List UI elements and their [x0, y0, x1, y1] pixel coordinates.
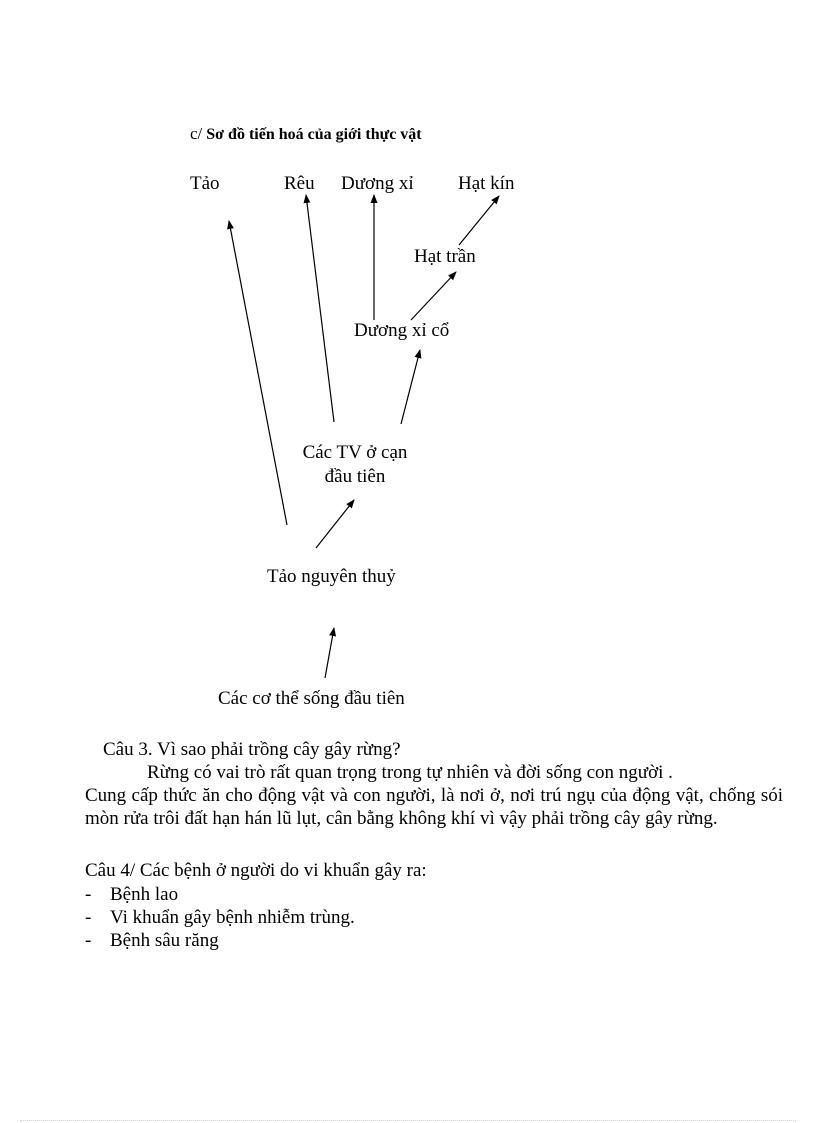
node-reu: Rêu [284, 173, 315, 194]
cau3-answer-line1: Rừng có vai trò rất quan trọng trong tự nhiên và đời sống con người . [147, 762, 673, 783]
arrow-to-hat-tran [411, 272, 456, 320]
arrow-to-hat-kin [459, 196, 499, 245]
cau4-question: Câu 4/ Các bệnh ở người do vi khuẩn gây ra: [85, 860, 427, 881]
cau3-answer-rest: Cung cấp thức ăn cho động vật và con người, là nơi ở, nơi trú ngụ của động vật, chống sói mòn rửa trôi đất hạn hán lũ lụt, cân bằng không khí vì vậy phải trồng cây gây rừng. [85, 785, 783, 829]
node-hat-tran: Hạt trần [414, 246, 476, 267]
cau3-question: Câu 3. Vì sao phải trồng cây gây rừng? [103, 739, 401, 760]
list-item: - Bệnh lao [85, 884, 179, 905]
list-item-text: Bệnh lao [110, 884, 179, 905]
page-bottom-divider [20, 1120, 796, 1121]
node-hat-kin: Hạt kín [458, 173, 515, 194]
node-cac-tv-line1: Các TV ở cạn [302, 442, 408, 463]
arrow-to-cac-tv [316, 500, 354, 548]
node-duong-xi-co: Dương xỉ cổ [354, 320, 450, 341]
node-co-the-song-dau-tien: Các cơ thể sống đầu tiên [218, 688, 405, 709]
list-item-text: Bệnh sâu răng [110, 930, 219, 951]
arrow-to-duong-xi-co [401, 350, 420, 424]
node-duong-xi: Dương xỉ [341, 173, 414, 194]
diagram-title-text: Sơ đồ tiến hoá của giới thực vật [206, 126, 422, 143]
cau4-list [85, 883, 355, 952]
node-tao: Tảo [190, 173, 220, 194]
cau3-answer [85, 761, 783, 830]
section-prefix: c/ [190, 124, 203, 143]
arrow-to-tao [229, 221, 287, 525]
node-cac-tv-line2: đầu tiên [324, 466, 386, 487]
arrow-to-tao-nguyen-thuy [325, 628, 334, 678]
list-item: - Vi khuẩn gây bệnh nhiễm trùng. [85, 907, 355, 928]
arrow-to-reu [306, 195, 334, 422]
node-tao-nguyen-thuy: Tảo nguyên thuỷ [267, 566, 396, 587]
list-item-text: Vi khuẩn gây bệnh nhiễm trùng. [110, 907, 355, 928]
list-item: - Bệnh sâu răng [85, 930, 219, 951]
